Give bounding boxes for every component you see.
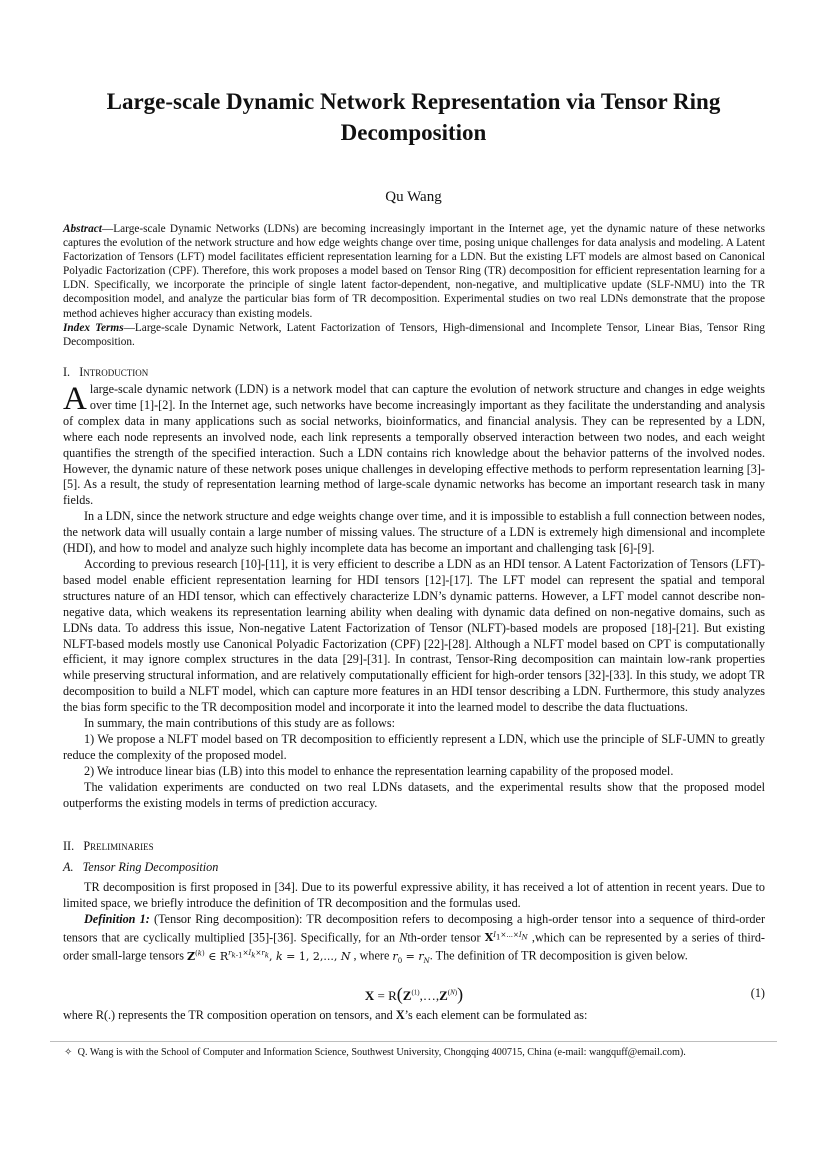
section-title: Introduction	[79, 365, 149, 379]
definition-n: N	[399, 930, 408, 945]
definition-text-d: , where	[350, 948, 393, 963]
author-name: Qu Wang	[385, 189, 442, 205]
preliminaries-body	[63, 880, 765, 970]
tensor-x-symbol: $X^{I1\times...\times IN}$	[484, 930, 528, 945]
definition-paragraph	[63, 912, 765, 970]
definition-text-e: . The definition of TR decomposition is given below.	[429, 948, 688, 963]
intro-paragraph-1	[63, 382, 765, 509]
abstract-label: Abstract	[63, 223, 102, 235]
abstract-block	[63, 222, 765, 349]
post-equation-paragraph	[63, 1008, 765, 1024]
section-title: Preliminaries	[83, 839, 154, 853]
contribution-2: 2) We introduce linear bias (LB) into this model to enhance the representation learning capability of the proposed model.	[84, 763, 674, 778]
introduction-body	[63, 382, 765, 811]
post-equation-text-b: ’s each element can be formulated as:	[404, 1008, 588, 1022]
equation-formula: $X = R(Z^{(1)},\dots,Z^{(N)})$	[364, 984, 464, 1004]
index-terms-paragraph	[63, 321, 765, 349]
equation-1	[63, 982, 765, 1006]
equation-number: (1)	[750, 986, 765, 1000]
index-terms-text: —Large-scale Dynamic Network, Latent Factorization of Tensors, High-dimensional and Incomplete Tensor, Linear Bias, Tensor Ring Decomposition.	[63, 321, 765, 348]
definition-text-a: (Tensor Ring decomposition): TR decomposition refers to decomposing a high-order tensor into a sequence of third-order tensors that are cyclically multiplied [35]-[36]. Specifically, for an	[63, 911, 765, 945]
section-heading-preliminaries	[63, 839, 154, 854]
paper-title: Large-scale Dynamic Network Representation via Tensor Ring Decomposition	[106, 89, 721, 145]
index-terms-label: Index Terms	[63, 321, 124, 334]
section-heading-introduction	[63, 365, 148, 380]
post-equation-text-a: where R(.) represents the TR composition operation on tensors, and	[63, 1008, 396, 1022]
drop-cap: A	[63, 381, 87, 417]
subsection-label: A.	[63, 860, 74, 874]
intro-paragraph-4: In summary, the main contributions of this study are as follows:	[84, 716, 395, 731]
post-equation-text	[63, 1008, 765, 1024]
footnote	[64, 1047, 686, 1058]
contribution-1: 1) We propose a NLFT model based on TR decomposition to efficiently represent a LDN, which use the principle of SLF-UMN to greatly reduce the complexity of the proposed model.	[63, 731, 765, 762]
rank-condition: $r_0 = r_N$	[392, 949, 430, 966]
section-number: II.	[63, 839, 75, 853]
core-tensor-symbol: $Z^{(k)}$ ∈ $R^{rk-1\times Ik\times rk}$, k = 1, 2,..., N	[186, 949, 351, 963]
tensor-x-bold: X	[395, 1008, 405, 1022]
definition-text-c: ,which can be represented by a series of third-order small-large tensors	[63, 930, 765, 963]
intro-paragraph-3: According to previous research [10]-[11], it is very efficient to describe a LDN as an HDI tensor. A Latent Factorization of Tensors (LFT)-based model enable efficient representation learning for HDI tensors [12]-[17]. The LFT model can represent the spatial and temporal structures nature of an HDI tensor, which can effectively characterize LDN’s dynamic patterns. However, a LFT model cannot describe non-negative data, which weakens its representation learning ability when dealing with dynamic data defined on non-negative domains, such as LDNs data. To address this issue, Non-negative Latent Factorization of Tensor (NLFT)-based models are proposed [18]-[21]. But existing NLFT-based models mostly use Canonical Polyadic Factorization (CPF) [22]-[28]. Although a NLFT model based on CPT is computationally efficient, it may ignore complex structures in the data [29]-[31]. In contrast, Tensor-Ring decomposition can maintain low-rank properties while preserving structural information, and are relatively computationally efficient for high-order tensors [32]-[33]. In this study, we adopt TR decomposition to build a NLFT model, which can capture more features in an HDI tensor describing a LDN. Furthermore, this study analyzes the bias form specific to the TR decomposition model and incorporate it into the learned model to describe the data fluctuations.	[63, 556, 765, 715]
footnote-symbol-icon: ✧	[64, 1047, 73, 1058]
footnote-divider	[50, 1041, 777, 1042]
prelim-paragraph-1: TR decomposition is first proposed in [34]. Due to its powerful expressive ability, it has received a lot of attention in recent years. Due to limited space, we briefly introduce the definition of TR decomposition and the formulas used.	[63, 880, 765, 910]
definition-text-b: th-order tensor	[407, 930, 485, 945]
intro-paragraph-2: In a LDN, since the network structure and edge weights change over time, and it is impossible to establish a full connection between nodes, the network data will usually contain a large number of missing values. The structure of a LDN is extremely high dimensional and incomplete (HDI), and how to model and analyze such highly incomplete data has become an important and challenging task [6]-[9].	[63, 509, 765, 556]
intro-paragraph-1-text: large-scale dynamic network (LDN) is a network model that can capture the evolution of network structure and changes in edge weights over time [1]-[2]. In the Internet age, such networks have become increasingly important as they facilitate the understanding and analysis of complex data in many applications such as social networks, bioinformatics, and financial analysis. They can be represented by a LDN, where each node represents an involved node, each link represents a temporally observed interaction between two nodes, and each weight quantifies the strength of the specified interaction. Such a LDN contains rich knowledge about the behavior patterns of the involved nodes. However, the dynamic nature of these network poses unique challenges in developing effective methods to perform representation learning [3]-[5]. As a result, the study of representation learning method of large-scale dynamic networks has become an important research task in many fields.	[63, 382, 765, 508]
subsection-title: Tensor Ring Decomposition	[82, 860, 219, 874]
section-number: I.	[63, 365, 71, 379]
abstract-text: —Large-scale Dynamic Networks (LDNs) are becoming increasingly important in the Internet age, yet the dynamic nature of these networks captures the evolution of the network structure and how edge weights change over time, posing unique challenges for data analysis and modeling. A Latent Factorization of Tensors (LFT) model facilitates efficient representation learning for a LDN. But the existing LFT models are almost based on Canonical Polyadic Factorization (CPF). Therefore, this work proposes a model based on Tensor Ring (TR) decomposition for efficient representation learning for a LDN. Specifically, we incorporate the principle of single latent factor-dependent, non-negative, and multiplicative update (SLF-NMU) into the TR decomposition model, and analyze the particular bias form of TR decomposition. Experimental studies on two real LDNs demonstrate that the propose method achieves higher accuracy than existing models.	[63, 223, 765, 320]
subsection-heading	[63, 860, 218, 875]
definition-label: Definition 1:	[84, 911, 150, 926]
abstract-paragraph	[63, 222, 765, 321]
footnote-text: Q. Wang is with the School of Computer and Information Science, Southwest University, Chongqing 400715, China (e-mail: wangquff@email.com).	[77, 1047, 686, 1058]
intro-paragraph-7: The validation experiments are conducted on two real LDNs datasets, and the experimental results show that the proposed model outperforms the existing models in terms of prediction accuracy.	[63, 779, 765, 810]
